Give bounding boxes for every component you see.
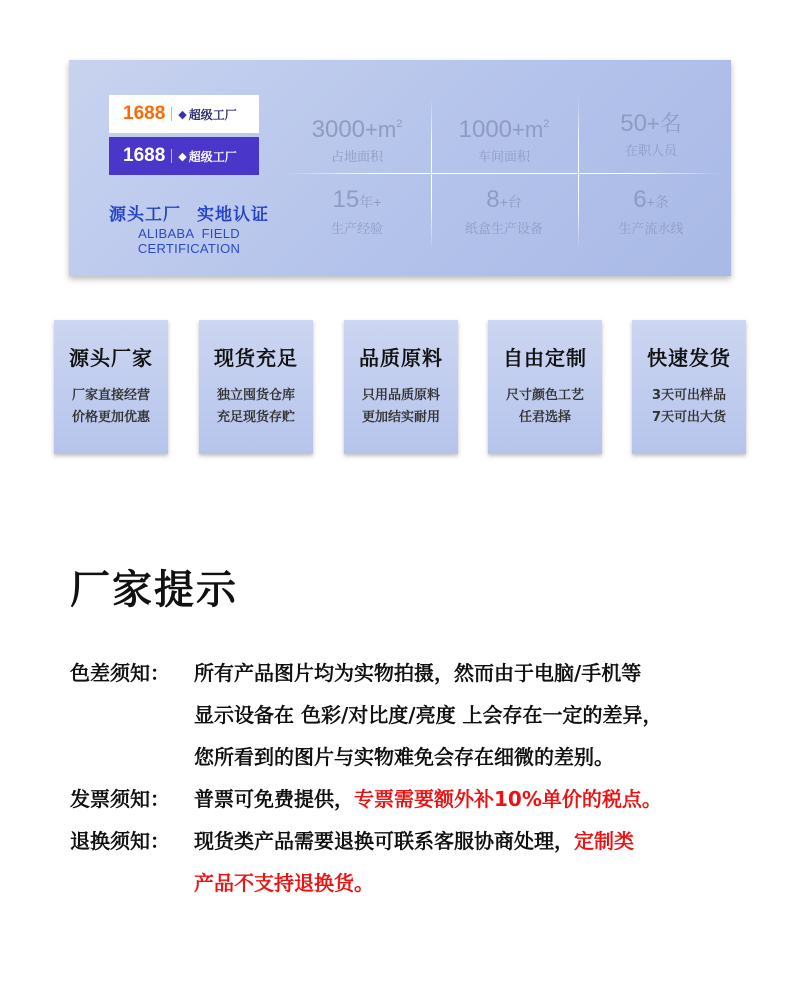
badge-label: 超级工厂	[188, 149, 237, 164]
feature-card-title: 现货充足	[214, 346, 298, 370]
badge-number: 1688	[123, 103, 166, 124]
feature-card-desc: 厂家直接经营 价格更加优惠	[71, 388, 150, 425]
notice-key: 退换须知：	[70, 829, 170, 853]
stat-experience: 15年+ 生产经验	[330, 186, 383, 237]
feature-card-quality	[344, 320, 458, 454]
feature-card-custom	[488, 320, 602, 454]
feature-card-title: 快速发货	[647, 346, 731, 370]
feature-card-title: 源头厂家	[69, 346, 153, 370]
feature-card-desc: 3天可出样品 7天可出大货	[651, 388, 727, 425]
notice-key: 色差须知：	[70, 661, 170, 685]
invoice-notice: 发票须知： 普票可免费提供，专票需要额外补10%单价的税点。	[70, 778, 662, 820]
source-factory-title	[97, 200, 281, 225]
notice-key: 发票须知：	[70, 787, 170, 811]
feature-card-desc: 只用品质原料 更加结实耐用	[361, 388, 440, 425]
field-certification-label: 实地认证	[197, 205, 269, 225]
stat-workshop-area: $1000+m^2$ 车间面积	[458, 116, 550, 165]
return-warning: 定制类	[574, 829, 634, 853]
feature-card-title: 自由定制	[503, 346, 587, 370]
return-notice: 退换须知： 现货类产品需要退换可联系客服协商处理，定制类 产品不支持退换货。	[70, 820, 634, 904]
stat-production-lines: 6+条 生产流水线	[618, 186, 684, 237]
badge-divider	[171, 107, 172, 121]
stat-equipment: 8+台 纸盒生产设备	[464, 186, 543, 237]
diamond-icon: ◆	[178, 149, 187, 163]
notice-heading: 厂家提示	[70, 567, 238, 613]
invoice-tax-warning: 专票需要额外补10%单价的税点。	[354, 787, 662, 811]
grid-divider	[284, 173, 724, 174]
color-difference-notice: 色差须知： 所有产品图片均为实物拍摄，然而由于电脑/手机等 显示设备在 色彩/对比度/亮度 上会存在一定的差异， 您所看到的图片与实物难免会存在细微的差别。	[70, 652, 663, 778]
feature-card-desc: 尺寸颜色工艺 任君选择	[505, 388, 584, 425]
feature-card-source	[54, 320, 168, 454]
1688-super-factory-badge	[109, 95, 259, 133]
badge-label: 超级工厂	[188, 107, 237, 122]
stat-land-area: $3000+m^2$ 占地面积	[311, 116, 403, 165]
feature-card-title: 品质原料	[359, 346, 443, 370]
feature-card-stock	[199, 320, 313, 454]
feature-card-shipping	[632, 320, 746, 454]
badge-number: 1688	[123, 145, 166, 166]
feature-card-desc: 独立囤货仓库 充足现货存贮	[216, 388, 295, 425]
1688-super-factory-badge-dark	[109, 137, 259, 175]
certification-subtitle: ALIBABA FIELD CERTIFICATION	[137, 226, 241, 256]
return-warning-cont: 产品不支持退换货。	[194, 871, 374, 895]
factory-banner	[69, 60, 731, 276]
factory-stats-grid	[284, 98, 724, 250]
badge-divider	[171, 149, 172, 163]
diamond-icon: ◆	[178, 107, 187, 121]
source-factory-label: 源头工厂	[109, 205, 181, 225]
stat-employees: 50+名 在职人员	[620, 110, 682, 159]
